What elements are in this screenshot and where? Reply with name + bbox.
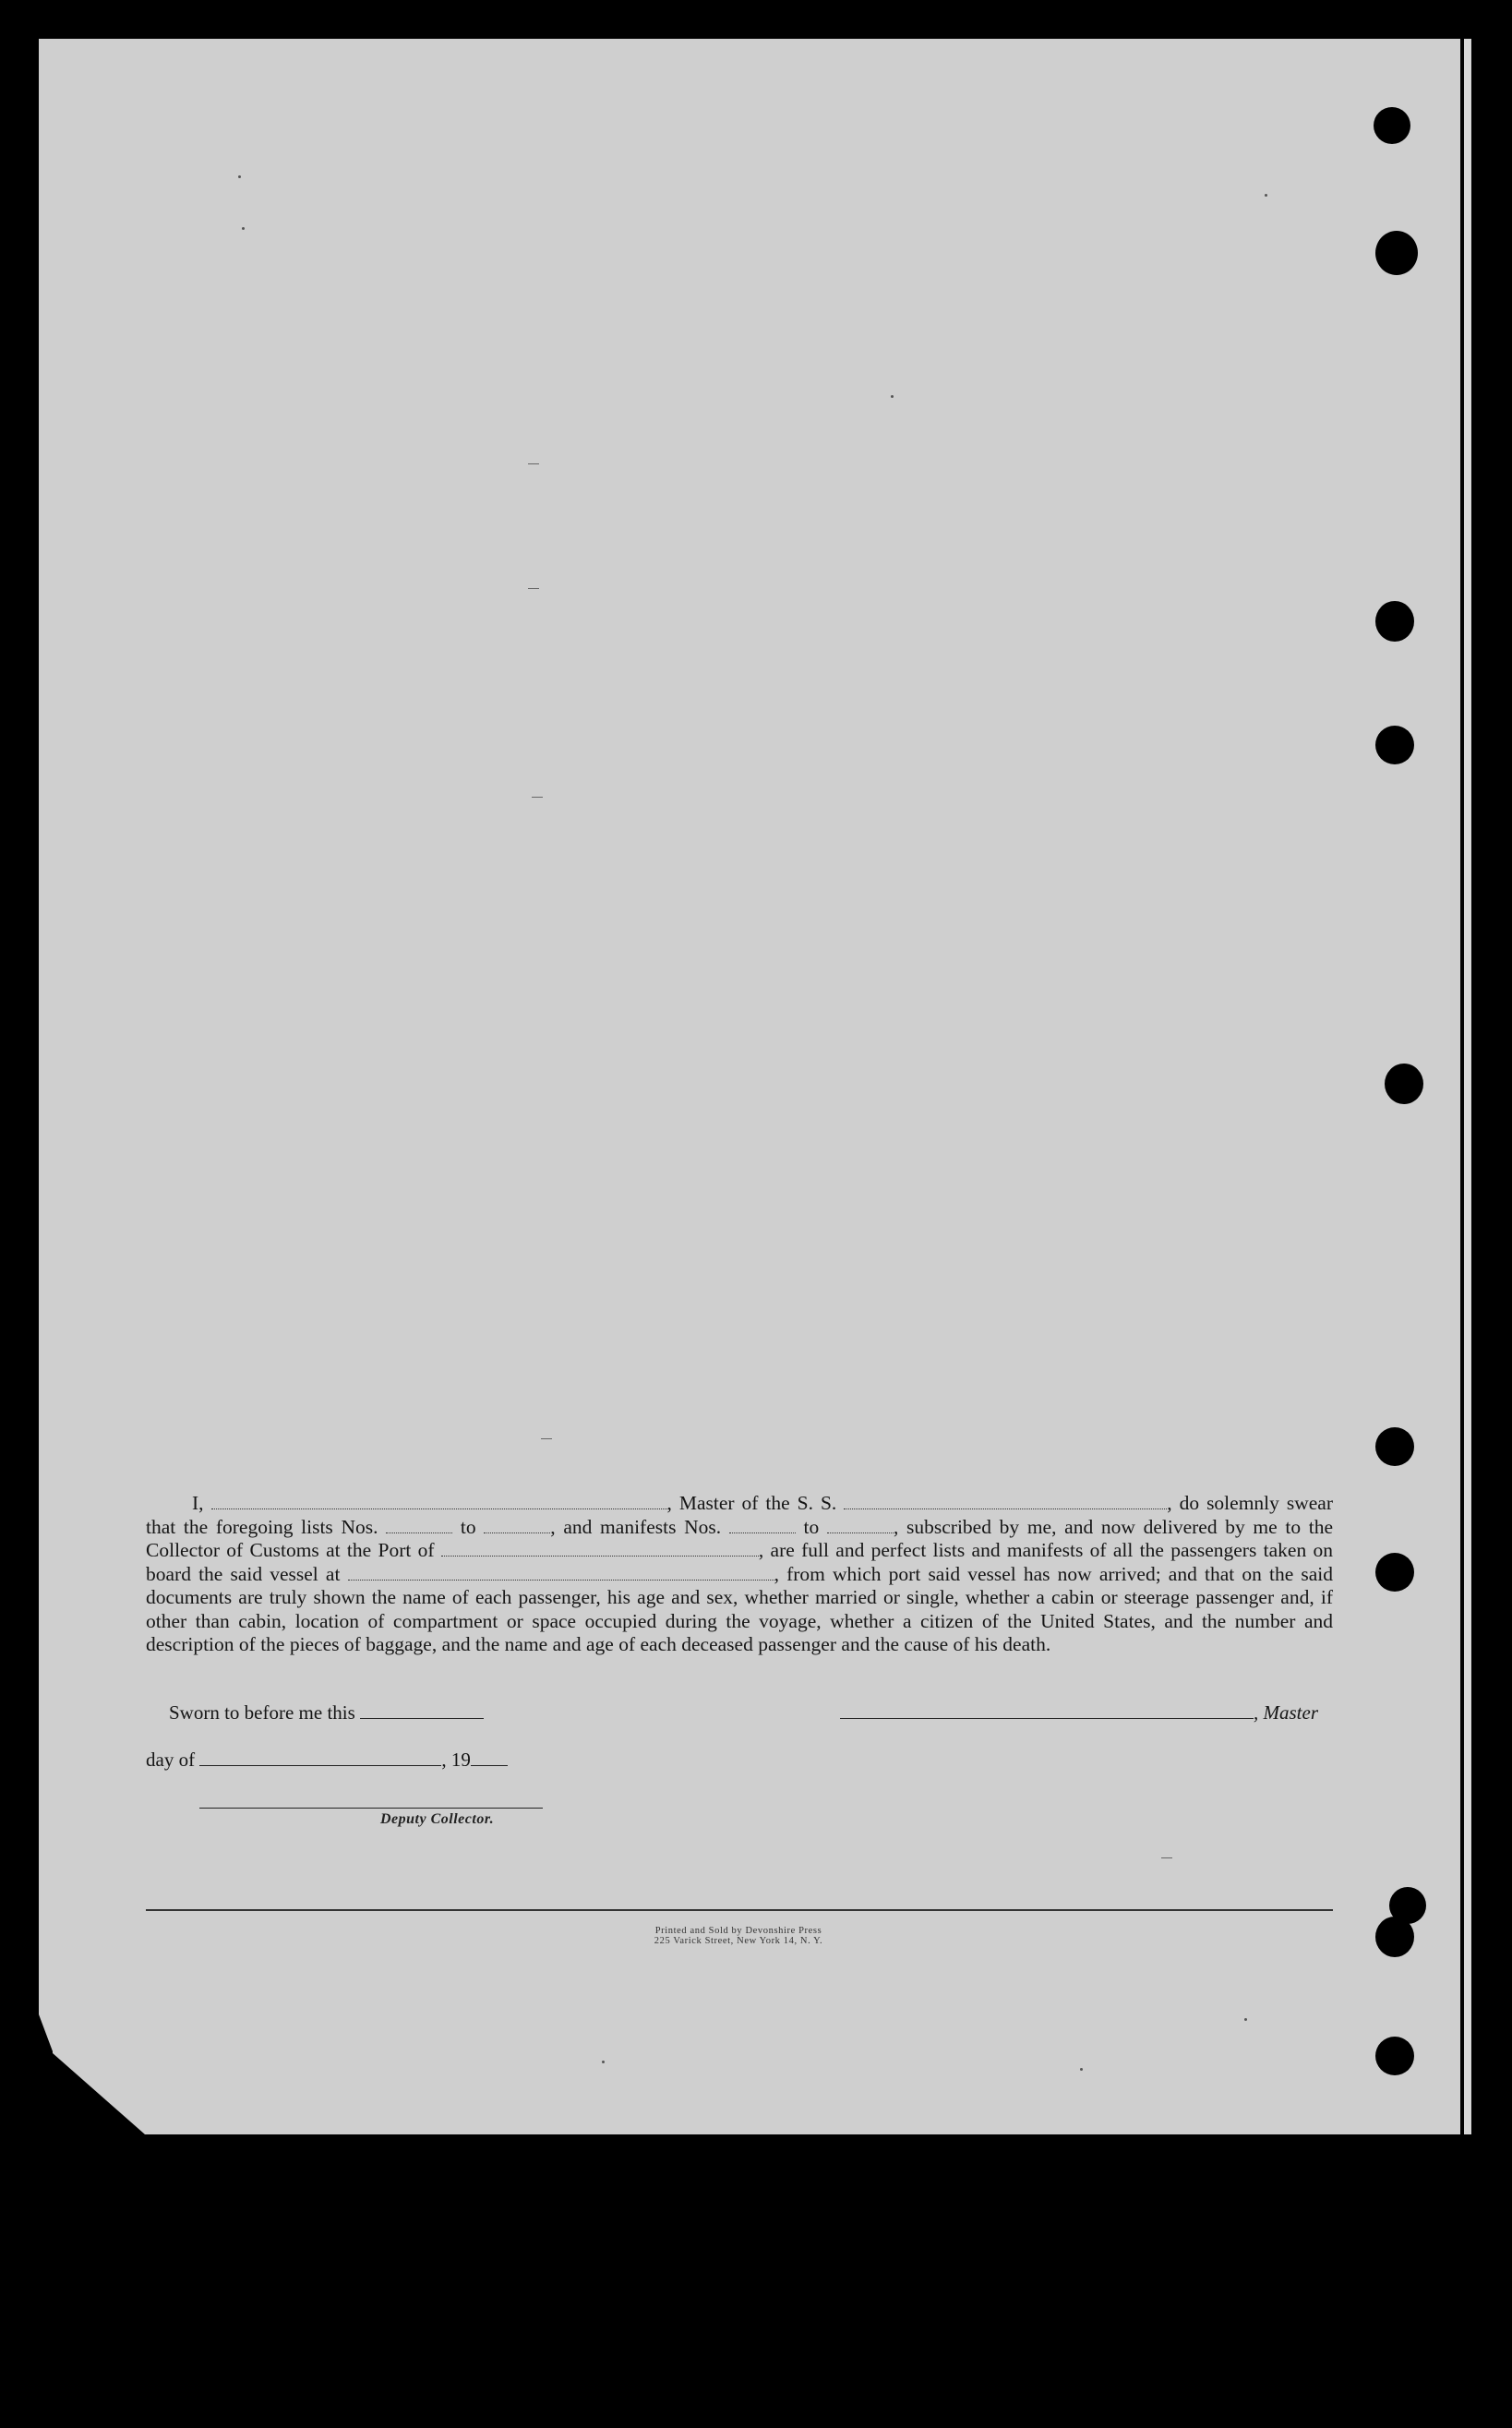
manifests-from-blank bbox=[729, 1518, 796, 1533]
sworn-label: Sworn to before me this bbox=[169, 1701, 355, 1724]
printer-line-1: Printed and Sold by Devonshire Press bbox=[654, 1926, 822, 1936]
binder-hole bbox=[1375, 1553, 1414, 1592]
deputy-signature-line bbox=[199, 1808, 543, 1809]
master-name-blank bbox=[211, 1494, 667, 1509]
printer-imprint bbox=[554, 1926, 923, 1946]
speck bbox=[1265, 194, 1267, 197]
oath-to-1: to bbox=[460, 1515, 476, 1538]
day-of-label: day of bbox=[146, 1749, 196, 1771]
footer-rule bbox=[146, 1909, 1333, 1911]
year-prefix: , 19 bbox=[441, 1749, 471, 1771]
year-blank bbox=[471, 1749, 508, 1766]
mark bbox=[541, 1438, 552, 1439]
oath-manifests: , and manifests Nos. bbox=[550, 1515, 722, 1538]
oath-i: I, bbox=[192, 1492, 204, 1514]
sheet-edge bbox=[1464, 39, 1471, 2134]
speck bbox=[602, 2061, 605, 2063]
deputy-collector-label: Deputy Collector. bbox=[380, 1811, 495, 1827]
oath-master-of: , Master of the S. S. bbox=[666, 1492, 837, 1514]
binder-hole bbox=[1375, 231, 1418, 275]
binder-hole bbox=[1375, 726, 1414, 764]
vessel-name-blank bbox=[844, 1494, 1167, 1509]
mark bbox=[528, 588, 539, 589]
sworn-date-blank bbox=[360, 1701, 484, 1719]
sworn-line bbox=[169, 1701, 484, 1725]
master-signature-line bbox=[840, 1701, 1318, 1725]
oath-full-lists: , are full and perfect lists and manifests of all the passengers taken on board the said vessel at bbox=[146, 1539, 1334, 1585]
binder-hole bbox=[1375, 2037, 1414, 2075]
port-blank bbox=[441, 1541, 759, 1557]
month-blank bbox=[199, 1749, 441, 1766]
printer-line-2: 225 Varick Street, New York 14, N. Y. bbox=[654, 1936, 823, 1946]
mark bbox=[528, 463, 539, 464]
lists-from-blank bbox=[386, 1518, 452, 1533]
oath-remainder: , from which port said vessel has now arrived; and that on the said documents are truly shown the name of each passenger, his age and sex, whether married or single, whether a cabin or steerage passenger and, if other than cabin, location of compartment or space occupied during the voyage, whether a citizen of the United States, and the number and description of the pieces of baggage, and the name and age of each deceased passenger and the cause of his death. bbox=[146, 1562, 1333, 1655]
mark bbox=[1161, 1857, 1172, 1858]
speck bbox=[1244, 2018, 1247, 2021]
speck bbox=[891, 395, 894, 398]
master-signature-blank bbox=[840, 1701, 1254, 1719]
speck bbox=[238, 175, 241, 178]
oath-solemnly: , do solemnly swear that the foregoing lists Nos. bbox=[146, 1492, 1333, 1538]
speck bbox=[1080, 2068, 1083, 2071]
lists-to-blank bbox=[484, 1518, 550, 1533]
mark bbox=[532, 797, 543, 798]
oath-subscribed: , subscribed by me, and now delivered by me to the Collector of Customs at the Port of bbox=[146, 1515, 1334, 1561]
binder-hole bbox=[1375, 1917, 1414, 1957]
oath-paragraph bbox=[146, 1492, 1333, 1657]
master-suffix: , Master bbox=[1254, 1701, 1318, 1724]
speck bbox=[242, 227, 245, 230]
binder-hole bbox=[1375, 1427, 1414, 1466]
embark-port-blank bbox=[348, 1565, 774, 1581]
oath-to-2: to bbox=[803, 1515, 820, 1538]
form-sheet bbox=[39, 39, 1460, 2134]
binder-hole bbox=[1375, 601, 1414, 642]
binder-hole bbox=[1385, 1064, 1423, 1104]
manifests-to-blank bbox=[827, 1518, 894, 1533]
binder-hole bbox=[1374, 107, 1410, 144]
day-of-line bbox=[146, 1749, 508, 1772]
